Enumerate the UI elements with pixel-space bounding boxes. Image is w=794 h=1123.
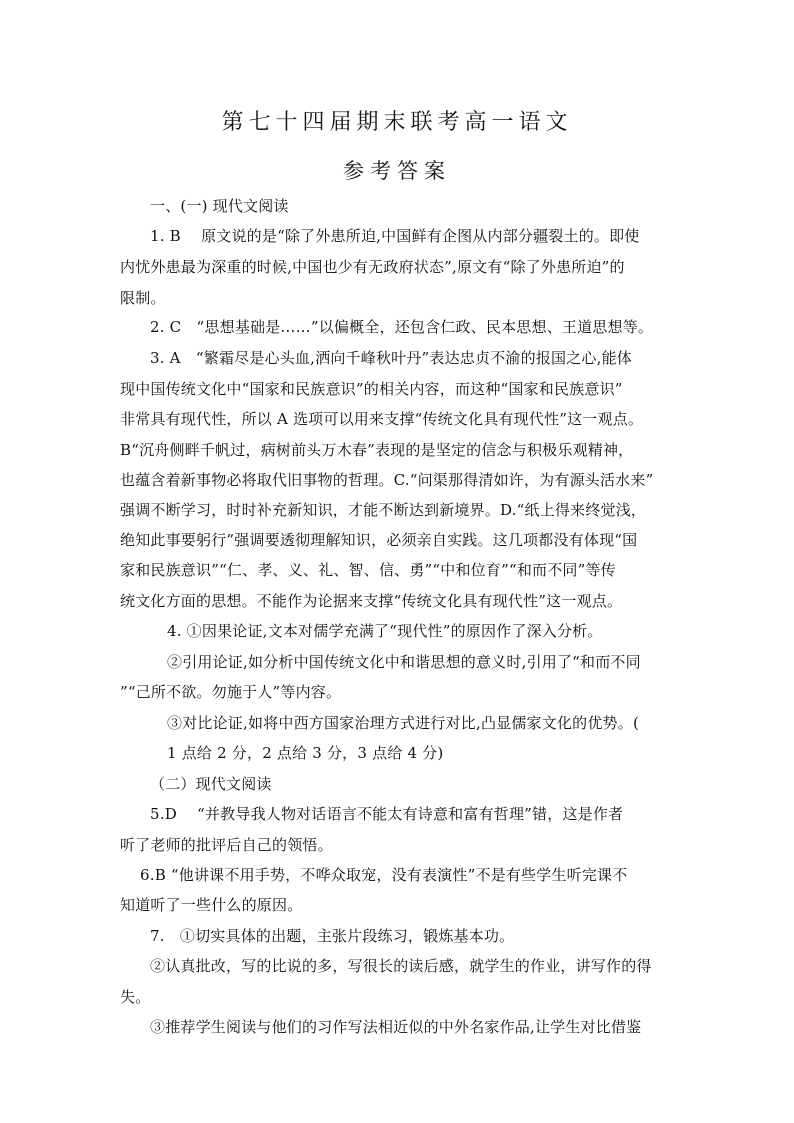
- answer-line: 5.D “并教导我人物对话语言不能太有诗意和富有哲理”错，这是作者: [150, 805, 624, 823]
- answer-line: ②认真批改，写的比说的多，写很长的读后感，就学生的作业，讲写作的得: [150, 957, 652, 975]
- answer-line: 1 点给 2 分，2 点给 3 分，3 点给 4 分): [167, 744, 444, 762]
- answer-line: 4. ①因果论证,文本对儒学充满了“现代性”的原因作了深入分析。: [167, 622, 603, 640]
- answer-line: ③推荐学生阅读与他们的习作写法相近似的中外名家作品,让学生对比借鉴: [150, 1018, 642, 1036]
- section-heading: （二）现代文阅读: [150, 775, 272, 793]
- answer-line: 失。: [120, 988, 151, 1006]
- answer-line: 限制。: [120, 289, 166, 307]
- answer-line: ②引用论证,如分析中国传统文化中和谐思想的意义时,引用了“和而不同: [167, 653, 641, 671]
- answer-line: 统文化方面的思想。不能作为论据来支撑“传统文化具有现代性”这一观点。: [120, 592, 623, 610]
- answer-line: 绝知此事要躬行”强调要透彻理解知识，必须亲自实践。这几项都没有体现“国: [120, 531, 638, 549]
- answer-line: ”“己所不欲。勿施于人”等内容。: [120, 683, 342, 701]
- answer-line: 3. A “繁霜尽是心头血,洒向千峰秋叶丹”表达忠贞不渝的报国之心,能体: [150, 349, 632, 367]
- answer-line: 2. C “思想基础是……”以偏概全，还包含仁政、民本思想、王道思想等。: [150, 318, 654, 336]
- answer-line: 1. B 原文说的是“除了外患所迫,中国鲜有企图从内部分疆裂土的。即使: [150, 227, 640, 245]
- answer-line: 6.B “他讲课不用手势，不哗众取宠，没有表演性”不是有些学生听完课不: [140, 866, 628, 884]
- document-subtitle: 参考答案: [343, 159, 451, 183]
- answer-line: 内忧外患最为深重的时候,中国也少有无政府状态”,原文有“除了外患所迫”的: [120, 258, 625, 276]
- answer-line: 非常具有现代性，所以 A 选项可以用来支撑“传统文化具有现代性”这一观点。: [120, 410, 644, 428]
- answer-line: ③对比论证,如将中西方国家治理方式进行对比,凸显儒家文化的优势。(: [167, 714, 639, 732]
- answer-line: 也蕴含着新事物必将取代旧事物的哲理。C.“问渠那得清如许，为有源头活水来”: [120, 471, 654, 489]
- answer-line: 现中国传统文化中“国家和民族意识”的相关内容，而这种“国家和民族意识”: [120, 380, 623, 398]
- answer-line: B“沉舟侧畔千帆过，病树前头万木春”表现的是坚定的信念与积极乐观精神，: [120, 441, 634, 459]
- answer-line: 家和民族意识”“仁、孝、义、礼、智、信、勇”“中和位育”“和而不同”等传: [120, 561, 616, 579]
- answer-line: 7. ①切实具体的出题，主张片段练习，锻炼基本功。: [150, 927, 515, 945]
- answer-line: 知道听了一些什么的原因。: [120, 896, 303, 914]
- answer-line: 听了老师的批评后自己的领悟。: [120, 836, 333, 854]
- answer-line: 强调不断学习，时时补充新知识，才能不断达到新境界。D.“纸上得来终觉浅，: [120, 501, 647, 519]
- section-heading: 一、(一) 现代文阅读: [150, 197, 289, 215]
- document-title: 第七十四届期末联考高一语文: [221, 110, 573, 135]
